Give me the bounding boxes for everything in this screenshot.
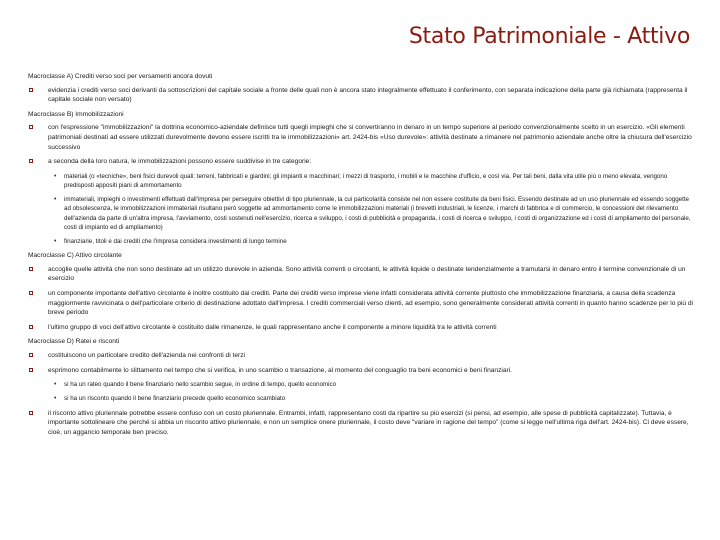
square-bullet-icon <box>29 411 33 415</box>
bullet-dot-icon: • <box>54 395 57 403</box>
square-bullet-icon <box>29 159 33 163</box>
list-item: esprimono contabilmente lo slittamento nel tempo che si verifica, in uno scambio o transazione, al momento del conguaglio tra beni economici e beni finanziari. <box>28 366 694 376</box>
square-bullet-icon <box>29 291 33 295</box>
bullet-dot-icon: • <box>54 196 57 204</box>
sub-list-item: • materiali (o «tecniche», beni fisici durevoli quali: terreni, fabbricati e giardini; gli impianti e macchinari; i mezzi di trasporto, i mobili e le macchine d'ufficio, e così via. Per tali beni, dalla vita utile più o meno elevata, vengono predisposti appositi piani di ammortamento <box>54 172 668 189</box>
square-bullet-icon <box>29 325 33 329</box>
sub-list-item: • si ha un rateo quando il bene finanziario nello scambio segue, in ordine di tempo, quello economico <box>54 381 337 389</box>
bullet-dot-icon: • <box>54 237 57 245</box>
bullet-dot-icon: • <box>54 381 57 389</box>
bullet-dot-icon: • <box>54 172 57 180</box>
macroclass-c-heading: Macroclasse C) Attivo circolante <box>28 252 122 260</box>
list-item: con l'espressione "immobilizzazioni" la dottrina economico-aziendale definisce tutti quegli impieghi che si convertiranno in denaro in un tempo superiore al periodo convenzionalmente scelto in un esercizio. «Gli elementi patrimoniali destinati ad essere utilizzati durevolmente devono essere iscritti tra le immobilizzazioni» art. 2424-bis «Uso durevole»: attività destinate a rimanere nel patrimonio aziendale anche oltre la chiusura dell'esercizio successivo <box>28 123 694 152</box>
list-item: il risconto attivo pluriennale potrebbe essere confuso con un costo pluriennale. Entrambi, infatti, rappresentano costi da ripartire su più esercizi (si pensi, ad esempio, alle spese di pubblicità capitalizzate). Tuttavia, è importante sottolineare che perché si abbia un risconto attivo pluriennale, e non un semplice onere pluriennale, il costo deve "variare in ragione del tempo" (come si legge nell'ultima riga dell'art. 2424-bis). Ci deve essere, cioè, un aggancio temporale ben preciso. <box>28 409 694 438</box>
list-item: un componente importante dell'attivo circolante è inoltre costituito dai crediti. Parte dei crediti verso imprese viene infatti considerata attività corrente piuttosto che immobilizzazione finanziaria, a causa della scadenza maggiormente ravvicinata o dell'particolare criterio di destinazione adottato dall'impresa. I crediti commerciali verso clienti, ad esempio, sono generalmente considerati attività correnti in quanto hanno scadenze per lo più di breve periodo <box>28 289 694 318</box>
list-item: evidenzia i crediti verso soci derivanti da sottoscrizioni del capitale sociale a fronte delle quali non è ancora stato integralmente effettuato il conferimento, con separata indicazione della parte già richiamata (rappresenta il capitale sociale non versato) <box>28 86 694 105</box>
sub-list-item: • si ha un risconto quando il bene finanziario precede quello economico scambiato <box>54 395 286 403</box>
square-bullet-icon <box>29 353 33 357</box>
slide-title: Stato Patrimoniale - Attivo <box>408 24 690 49</box>
sub-list-item: • immateriali, impieghi o investimenti effettuati dall'impresa per perseguire obiettivi di tipo pluriennale, la cui particolarità consiste nel non essere costituite da beni fisici. Essendo destinate ad un uso pluriennale ed essendo soggette ad obsolescenza, le immobilizzazioni immateriali risultano però soggette ad ammortamento come le immobilizzazioni materiali (i brevetti industriali, le licenze, i marchi di fabbrica e di commercio, le concessioni del rilevamento dell'azienda da parte di un'altra impresa, l'avviamento, costi sostenuti nell'esercizio, ricerca e sviluppo, i costi di pubblicità e propaganda, i costi di ricerca e sviluppo, i costi di organizzazione ed i costi di ampliamento del personale, costi di impianto ed di ampliamento) <box>54 196 691 231</box>
list-item: l'ultimo gruppo di voci dell'attivo circolante è costituito dalle rimanenze, le quali rappresentano anche il componente a minore liquidità tra le attività correnti <box>28 323 694 333</box>
square-bullet-icon <box>29 368 33 372</box>
list-item: costituiscono un particolare credito dell'azienda nei confronti di terzi <box>28 351 694 361</box>
square-bullet-icon <box>29 125 33 129</box>
macroclass-d-heading: Macroclasse D) Ratei e risconti <box>28 338 120 346</box>
macroclass-a-heading: Macroclasse A) Crediti verso soci per versamenti ancora dovuti <box>28 73 213 80</box>
square-bullet-icon <box>29 88 33 92</box>
slide-body <box>28 72 694 442</box>
macroclass-b-heading: Macroclasse B) Immobilizzazioni <box>28 110 124 118</box>
list-item: accoglie quelle attività che non sono destinate ad un utilizzo durevole in azienda. Sono attività correnti o circolanti, le attività liquide o destinate tendenzialmente a tramutarsi in denaro entro il termine convenzionale di un esercizio <box>28 265 694 284</box>
square-bullet-icon <box>29 267 33 271</box>
list-item: a seconda della loro natura, le immobilizzazioni possono essere suddivise in tre categorie: <box>28 157 694 167</box>
sub-list-item: • finanziarie, titoli e dai crediti che l'impresa considera investimenti di lungo termine <box>54 237 287 245</box>
